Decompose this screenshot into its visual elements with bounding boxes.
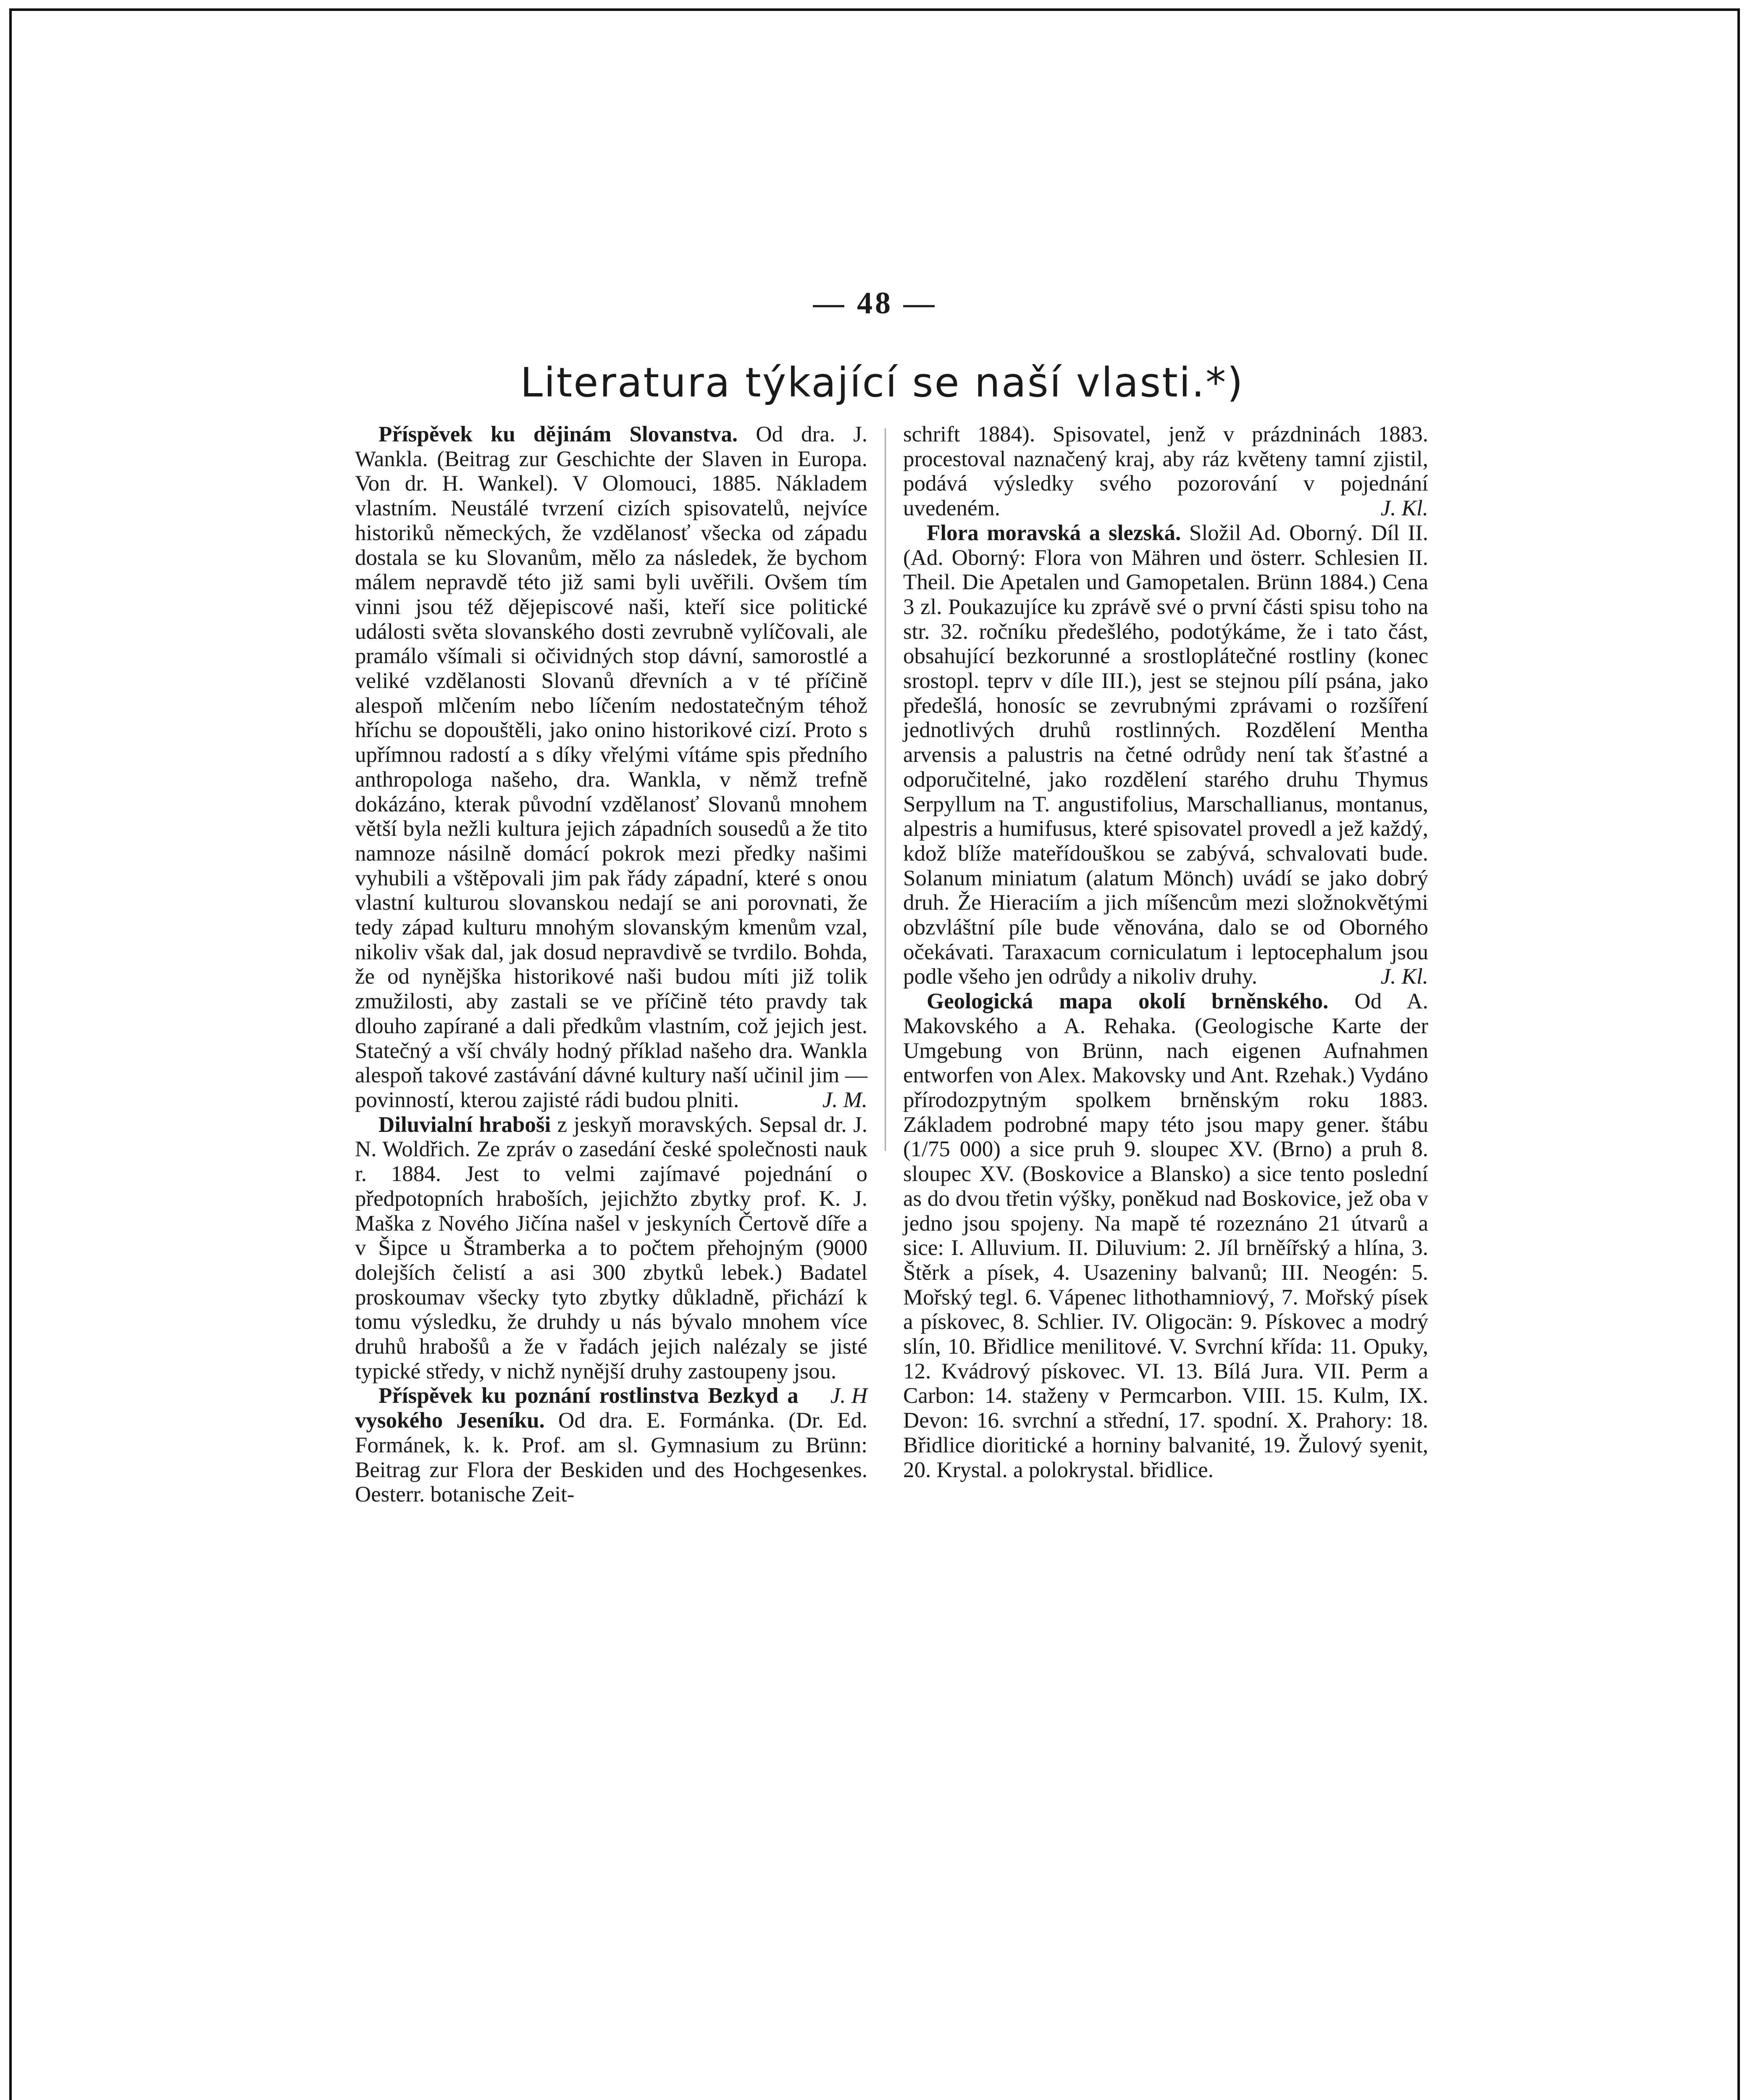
page-title: Literatura týkající se naší vlasti.*) — [520, 359, 1244, 406]
article-signature: J. Kl. — [1380, 496, 1428, 521]
page-border — [9, 8, 1740, 2100]
article — [903, 989, 1428, 1482]
article-text: Složil Ad. Oborný. Díl II. (Ad. Oborný: Flora von Mähren und österr. Schlesien II. Theil. Die Apetalen und Gamopetalen. Brünn 1884.) Cena 3 zl. Poukazujíce ku zprávě své o první části spisu toho na str. 32. ročníku předešlého, podotýkáme, že i tato část, obsahující bezkorunné a srostloplátečné rostliny (konec srostopl. teprv v díle III.), jest se stejnou pílí psána, jako předešlá, honosíc se zevrubnými zprávami o rozšíření jednotlivých druhů rostlinných. Rozdělení Mentha arvensis a palustris na četné odrůdy není tak šťastné a odporučitelné, jako rozdělení starého druhu Thymus Serpyllum na T. angustifolius, Marschallianus, montanus, alpestris a humifusus, které spisovatel provedl a jež každý, kdož blíže mateřídouškou se zabývá, schvalovati bude. Solanum miniatum (alatum Mönch) uvádí se jako dobrý druh. Že Hieraciím a jich míšencům mezi složnokvětými obzvláštní píle bude věnována, dalo se od Oborného očekávati. Taraxacum corniculatum i leptocephalum jsou podle všeho jen odrůdy a nikoliv druhy. — [903, 520, 1428, 989]
left-column — [355, 422, 867, 1507]
right-column — [903, 422, 1428, 1482]
page-number: — 48 — — [813, 286, 937, 320]
article-heading: Diluvialní hraboši — [378, 1112, 551, 1137]
article-text: Od dra. E. Formánka. (Dr. Ed. Formánek, k. k. Prof. am sl. Gymnasium zu Brünn: Beitrag zur Flora der Beskiden und des Hochgesenkes. Oesterr. botanische Zeit- — [355, 1408, 867, 1507]
article — [355, 1383, 867, 1507]
article-text: schrift 1884). Spisovatel, jenž v prázdninách 1883. procestoval naznačený kraj, aby ráz květeny tamní zjistil, podává výsledky svého pozorování v pojednání uvedeném. — [903, 422, 1428, 521]
article-heading: Geologická mapa okolí brněnského. — [927, 989, 1329, 1014]
column-divider — [885, 428, 886, 1151]
article — [355, 422, 867, 1113]
article-text: Od A. Makovského a A. Rehaka. (Geologische Karte der Umgebung von Brünn, nach eigenen Aufnahmen entworfen von Alex. Makovsky und Ant. Rzehak.) Vydáno přírodozpytným spolkem brněnským roku 1883. Základem podrobné mapy této jsou mapy gener. štábu (1/75 000) a sice pruh 9. sloupec XV. (Brno) a pruh 8. sloupec XV. (Boskovice a Blansko) a sice tento poslední as do dvou třetin výšky, poněkud nad Boskovice, jež oba v jedno jsou spojeny. Na mapě té rozeznáno 21 útvarů a sice: I. Alluvium. II. Diluvium: 2. Jíl brněířský a hlína, 3. Štěrk a písek, 4. Usazeniny balvanů; III. Neogén: 5. Mořský tegl. 6. Vápenec lithothamniový, 7. Mořský písek a pískovec, 8. Schlier. IV. Oligocän: 9. Pískovec a modrý slín, 10. Břidlice menilitové. V. Svrchní křída: 11. Opuky, 12. Kvádrový pískovec. VI. 13. Bílá Jura. VII. Perm a Carbon: 14. staženy v Permcarbon. VIII. 15. Kulm, IX. Devon: 16. svrchní a střední, 17. spodní. X. Prahory: 18. Břidlice dioritické a horniny balvanité, 19. Žulový syenit, 20. Krystal. a polokrystal. břidlice. — [903, 989, 1428, 1482]
article-text: z jeskyň moravských. Sepsal dr. J. N. Woldřich. Ze zpráv o zasedání české společnosti nauk r. 1884. Jest to velmi zajímavé pojednání o předpotopních hraboších, jejichžto zbytky prof. K. J. Maška z Nového Jičína našel v jeskyních Čertově díře a v Šipce u Štramberka a to počtem přehojným (9000 dolejších čelistí a asi 300 zbytků lebek.) Badatel proskoumav všecky tyto zbytky důkladně, přichází k tomu výsledku, že druhdy u nás bývalo mnohem více druhů hrabošů a že v řadách jejich nalézaly se jisté typické středy, v nichž nynější druhy zastoupeny jsou. — [355, 1112, 867, 1383]
article-heading: Flora moravská a slezská. — [927, 520, 1181, 545]
article — [903, 422, 1428, 521]
article-heading: Příspěvek ku poznání rostlinstva Bezkyd a vysokého Jeseníku. — [355, 1383, 799, 1433]
article-heading: Příspěvek ku dějinám Slovanstva. — [378, 422, 738, 446]
article — [903, 521, 1428, 989]
article-signature: J. H — [830, 1383, 867, 1408]
article-signature: J. M. — [822, 1087, 867, 1112]
article-text: Od dra. J. Wankla. (Beitrag zur Geschichte der Slaven in Europa. Von dr. H. Wankel). V Olomouci, 1885. Nákladem vlastním. Neustálé tvrzení cizích spisovatelů, nejvíce historiků německých, že vzdělanosť všecka od západu dostala se ku Slovanům, mělo za následek, že bychom málem nepravdě této již sami byli uvěřili. Ovšem tím vinni jsou též dějepiscové naši, kteří sice politické události světa slovanského dosti zevrubně vylíčovali, ale pramálo všímali si očividných stop dávní, samorostlé a veliké vzdělanosti Slovanů dřevních a v té příčině alespoň mlčením nebo líčením nedostatečným téhož hříchu se dopouštěli, jako onino historikové cizí. Proto s upřímnou radostí a s díky vřelými vítáme spis předního anthropologa našeho, dra. Wankla, v němž trefně dokázáno, kterak původní vzdělanosť Slovanů mnohem větší byla nežli kultura jejich západních sousedů a že tito namnoze násilně domácí pokrok mezi předky našimi vyhubili a vštěpovali jim pak řády západní, které s onou vlastní kulturou slovanskou nedají se ani porovnati, že tedy západ kulturu mnohým slovanským kmenům vzal, nikoliv však dal, jak dosud nepravdivě se tvrdilo. Bohda, že od nynějška historikové naši budou míti již tolik zmužilosti, aby zastali se ve příčině této pravdy tak dlouho zapírané a dali předkům vlastním, což jejich jest. Statečný a vší chvály hodný příklad našeho dra. Wankla alespoň takové zastávání dávné kultury naší učinil jim — povinností, kterou zajisté rádi budou plniti. — [355, 422, 868, 1112]
article-signature: J. Kl. — [1380, 964, 1428, 989]
